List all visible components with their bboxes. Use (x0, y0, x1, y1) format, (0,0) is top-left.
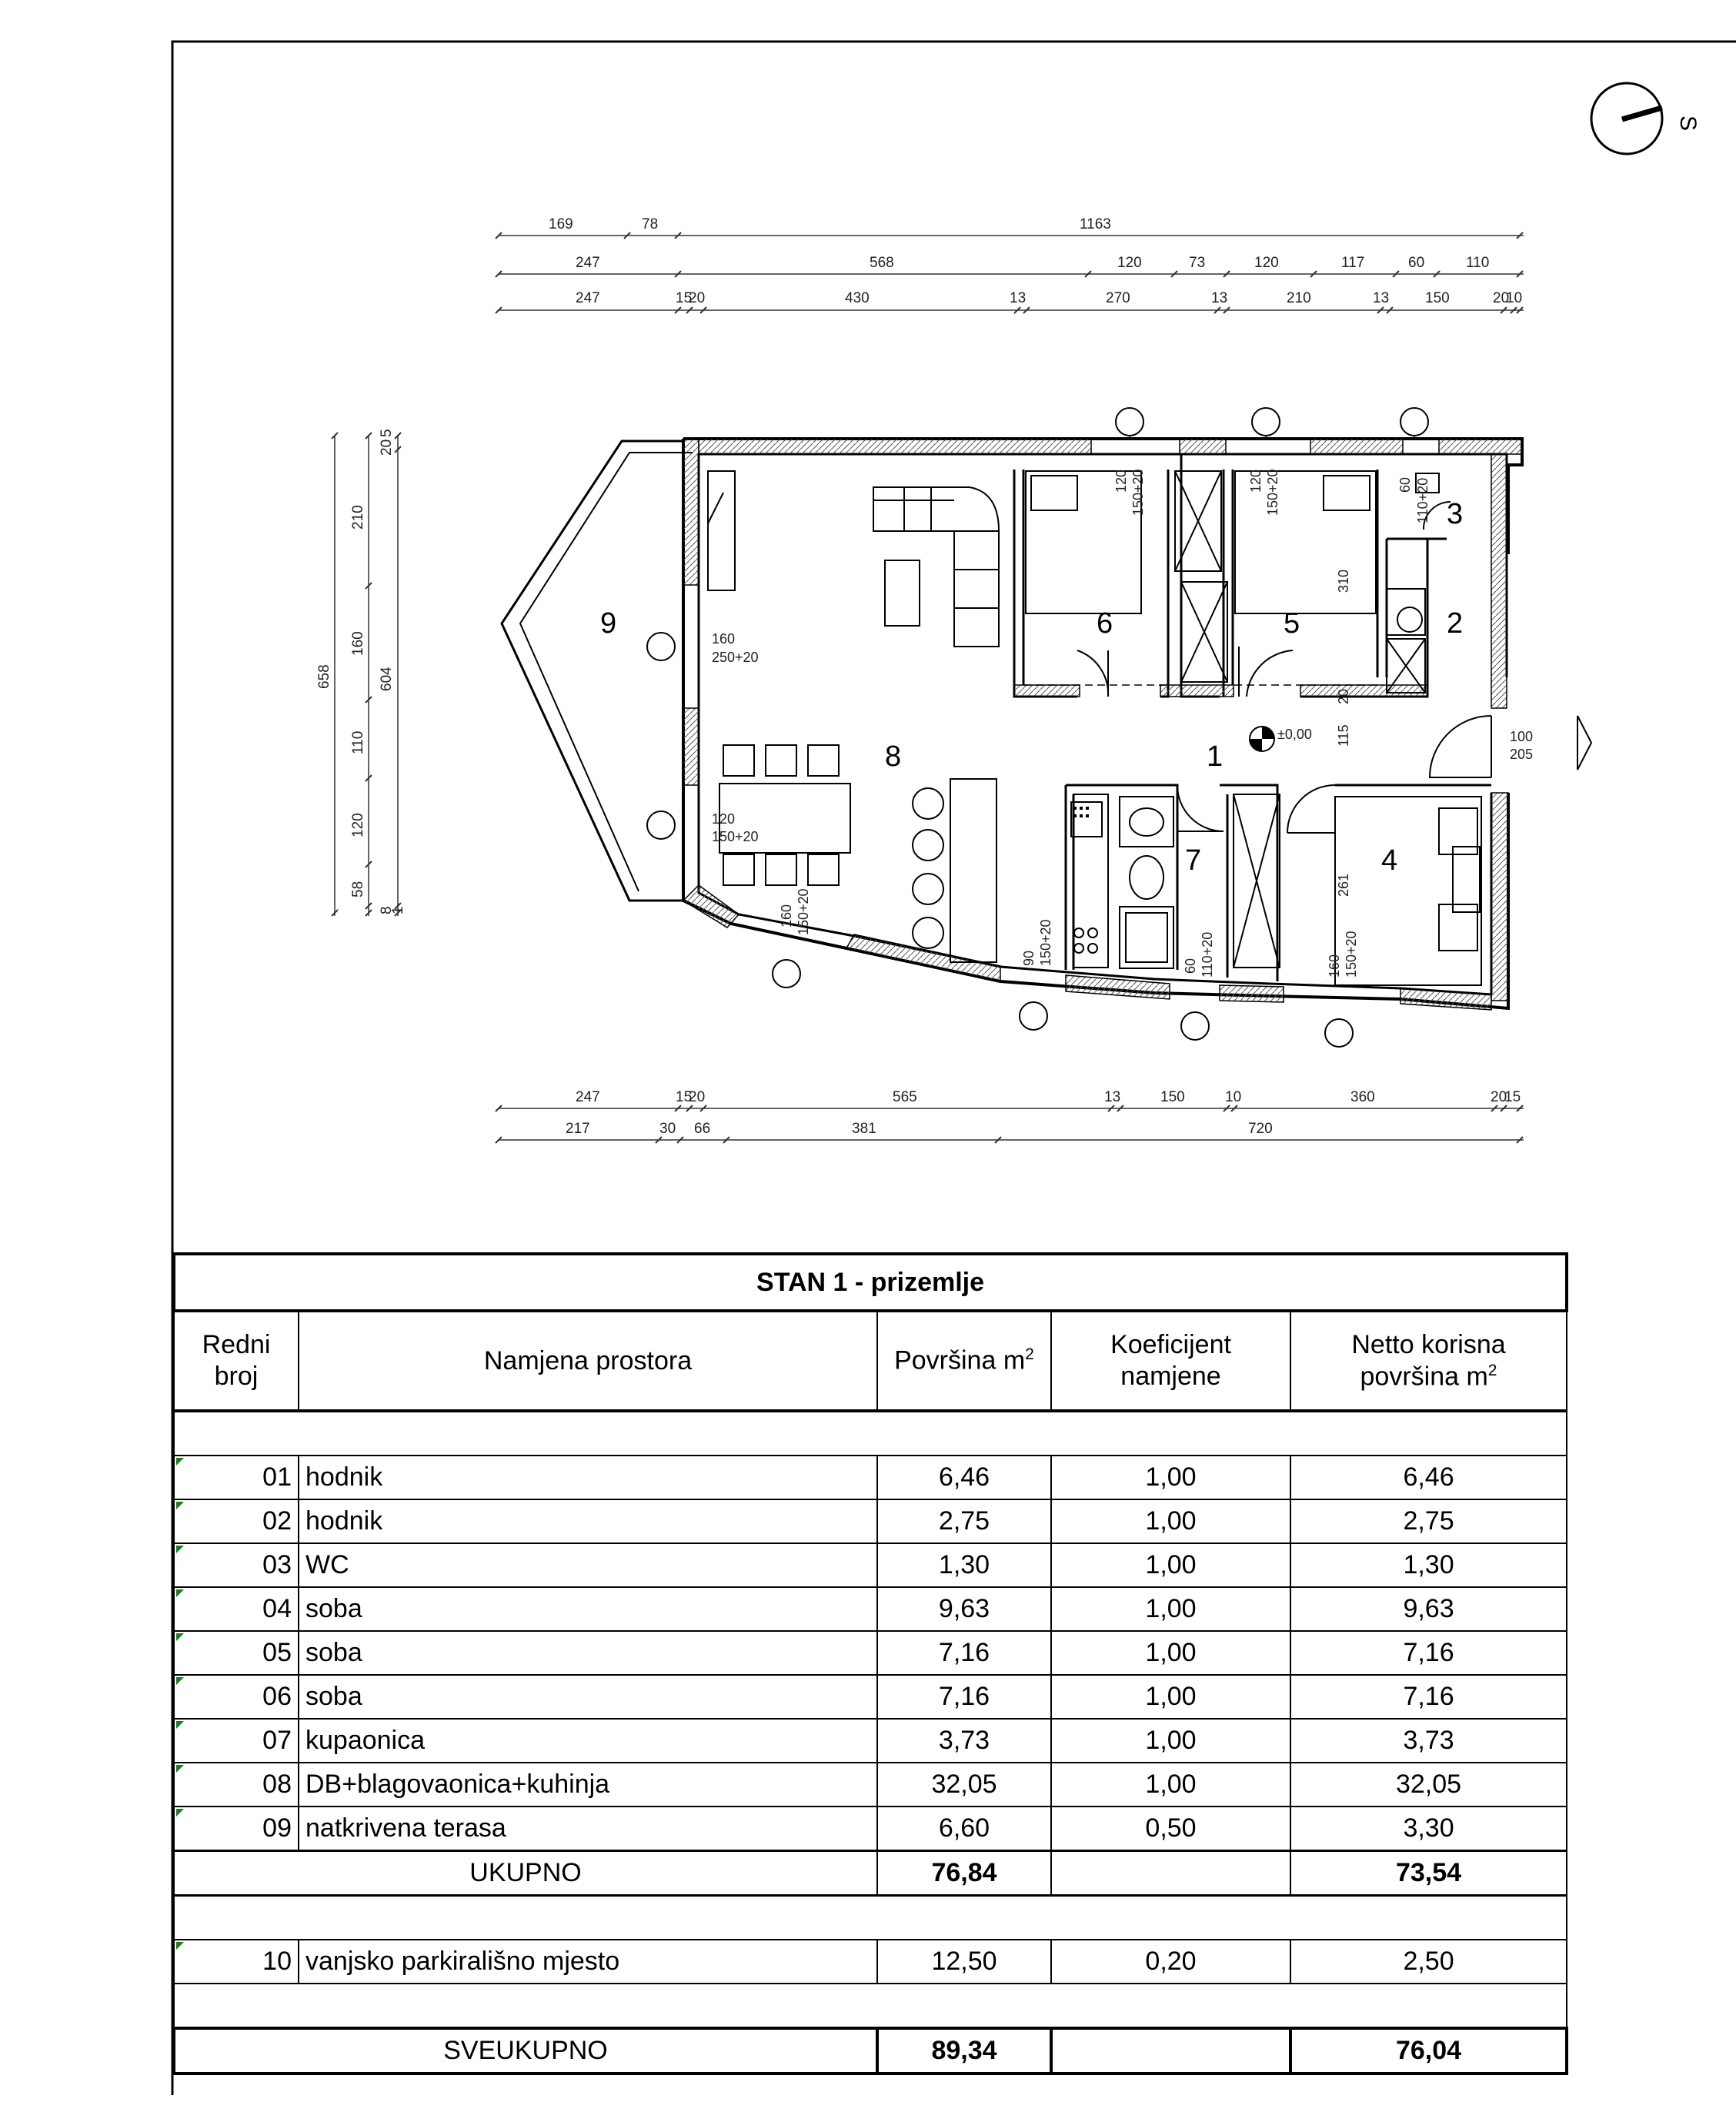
dim-label: 120 (1254, 255, 1279, 271)
svg-text:20: 20 (689, 1089, 706, 1105)
dim-label: 169 (549, 216, 573, 232)
dim-label: 1163 (1080, 216, 1111, 232)
dim-label: 247 (576, 290, 600, 306)
svg-text:20: 20 (1491, 1089, 1507, 1105)
dim-label: 210 (350, 505, 366, 530)
table-row: 07 kupaonica 3,73 1,00 3,73 (174, 1719, 1567, 1763)
floor-plan (502, 408, 1591, 1047)
svg-text:110+20: 110+20 (1415, 477, 1431, 523)
svg-text:160: 160 (779, 904, 794, 927)
svg-text:160: 160 (1327, 954, 1342, 978)
svg-text:150+20: 150+20 (1038, 919, 1053, 966)
dim-label: 150 (1425, 290, 1450, 306)
dim-label: 568 (870, 255, 894, 271)
svg-text:15: 15 (676, 1089, 693, 1105)
svg-text:66: 66 (694, 1121, 711, 1137)
dim-label: 658 (316, 664, 332, 689)
svg-text:10: 10 (1225, 1089, 1242, 1105)
north-arrow (1591, 83, 1701, 154)
svg-text:720: 720 (1248, 1121, 1273, 1137)
header-netto: Netto korisna površina $m^2$ (1290, 1311, 1567, 1411)
room-number-3: 3 (1447, 498, 1464, 530)
svg-text:90: 90 (1021, 950, 1037, 966)
svg-text:565: 565 (893, 1089, 917, 1105)
room-number-7: 7 (1185, 844, 1202, 877)
dim-label: 110 (350, 730, 366, 754)
dim-label: 58 (350, 881, 366, 897)
dim-label: 20 (379, 439, 395, 456)
svg-text:217: 217 (566, 1121, 590, 1137)
area-table (172, 1252, 1568, 2075)
svg-text:150+20: 150+20 (1265, 469, 1280, 516)
svg-text:381: 381 (852, 1121, 876, 1137)
svg-text:150: 150 (1160, 1089, 1185, 1105)
svg-text:150+20: 150+20 (1344, 931, 1359, 978)
room-number-1: 1 (1207, 740, 1224, 773)
room-number-4: 4 (1381, 844, 1398, 877)
dim-label: 13 (1211, 290, 1228, 306)
room-number-6: 6 (1097, 607, 1113, 640)
parking-row: 10 vanjsko parkirališno mjesto 12,50 0,20 2,50 (174, 1940, 1567, 1984)
svg-text:120: 120 (1248, 469, 1264, 493)
top-dimension-labels (549, 216, 1522, 306)
dim-label: 13 (1010, 290, 1027, 306)
table-row: 04 soba 9,63 1,00 9,63 (174, 1587, 1567, 1631)
table-row: 08 DB+blagovaonica+kuhinja 32,05 1,00 32,05 (174, 1763, 1567, 1807)
svg-text:120: 120 (1113, 469, 1129, 493)
bottom-dimension-chains (496, 1105, 1524, 1143)
svg-text:120: 120 (712, 811, 736, 827)
dim-label: 247 (576, 255, 600, 271)
level-label: ±0,00 (1277, 727, 1312, 742)
table-row: 02 hodnik 2,75 1,00 2,75 (174, 1499, 1567, 1543)
dim-label: 10 (1506, 290, 1523, 306)
dim-label: 13 (1373, 290, 1390, 306)
svg-text:13: 13 (1104, 1089, 1121, 1105)
table-row: 03 WC 1,30 1,00 1,30 (174, 1543, 1567, 1587)
svg-text:100: 100 (1510, 729, 1534, 744)
dim-label: 15 (676, 290, 693, 306)
room-number-2: 2 (1447, 607, 1464, 640)
table-row: 09 natkrivena terasa 6,60 0,50 3,30 (174, 1807, 1567, 1851)
table-row: 05 soba 7,16 1,00 7,16 (174, 1631, 1567, 1675)
svg-text:250+20: 250+20 (712, 650, 759, 665)
opening-annotations (712, 469, 1533, 978)
room-number-9: 9 (600, 607, 617, 640)
dim-label: 20 (689, 290, 706, 306)
dim-label: 73 (1189, 255, 1206, 271)
dim-label: 210 (1287, 290, 1311, 306)
dim-label: 20 (1493, 290, 1510, 306)
table-title: STAN 1 - prizemlje (174, 1254, 1567, 1311)
table-row: 06 soba 7,16 1,00 7,16 (174, 1675, 1567, 1719)
svg-text:360: 360 (1350, 1089, 1375, 1105)
svg-text:247: 247 (576, 1089, 600, 1105)
svg-text:150+20: 150+20 (1130, 469, 1146, 516)
svg-text:15: 15 (1504, 1089, 1521, 1105)
grand-total-row: SVEUKUPNO 89,34 76,04 (174, 2028, 1567, 2074)
compass-label: S (1675, 115, 1701, 132)
dim-label: 5 (379, 429, 395, 437)
bottom-dimension-labels (566, 1089, 1521, 1137)
dim-label: 60 (1408, 255, 1425, 271)
svg-text:20: 20 (1336, 688, 1351, 704)
dim-label: 1 (390, 906, 406, 914)
svg-text:205: 205 (1510, 747, 1534, 762)
room-number-5: 5 (1284, 607, 1300, 640)
dim-label: 120 (350, 813, 366, 837)
header-namjena: Namjena prostora (299, 1311, 877, 1411)
dim-label: 117 (1341, 255, 1365, 271)
header-redni-broj: Redni broj (174, 1311, 299, 1411)
dim-label: 110 (1466, 255, 1490, 271)
left-dimension-labels (316, 429, 406, 914)
svg-text:110+20: 110+20 (1200, 931, 1215, 978)
table-header-row (174, 1311, 1567, 1411)
dim-label: 160 (350, 631, 366, 656)
dim-label: 604 (379, 667, 395, 691)
dim-label: 430 (845, 290, 870, 306)
total-row: UKUPNO 76,84 73,54 (174, 1851, 1567, 1896)
header-povrsina: Površina $m^2$ (877, 1311, 1051, 1411)
svg-text:261: 261 (1336, 873, 1351, 897)
svg-text:60: 60 (1397, 476, 1413, 493)
svg-text:30: 30 (659, 1121, 676, 1137)
dim-label: 8 (379, 906, 395, 914)
dim-label: 120 (1117, 255, 1142, 271)
table-row: 01 hodnik 6,46 1,00 6,46 (174, 1456, 1567, 1499)
svg-text:160: 160 (712, 631, 736, 647)
room-number-8: 8 (885, 740, 902, 773)
svg-text:60: 60 (1183, 958, 1198, 974)
dim-label: 270 (1106, 290, 1130, 306)
dim-label: 78 (642, 216, 659, 232)
svg-text:150+20: 150+20 (796, 888, 811, 935)
svg-text:115: 115 (1336, 724, 1351, 747)
level-marker (1250, 727, 1312, 751)
header-koeficijent: Koeficijent namjene (1051, 1311, 1290, 1411)
svg-text:310: 310 (1336, 569, 1351, 593)
svg-text:150+20: 150+20 (712, 829, 759, 844)
